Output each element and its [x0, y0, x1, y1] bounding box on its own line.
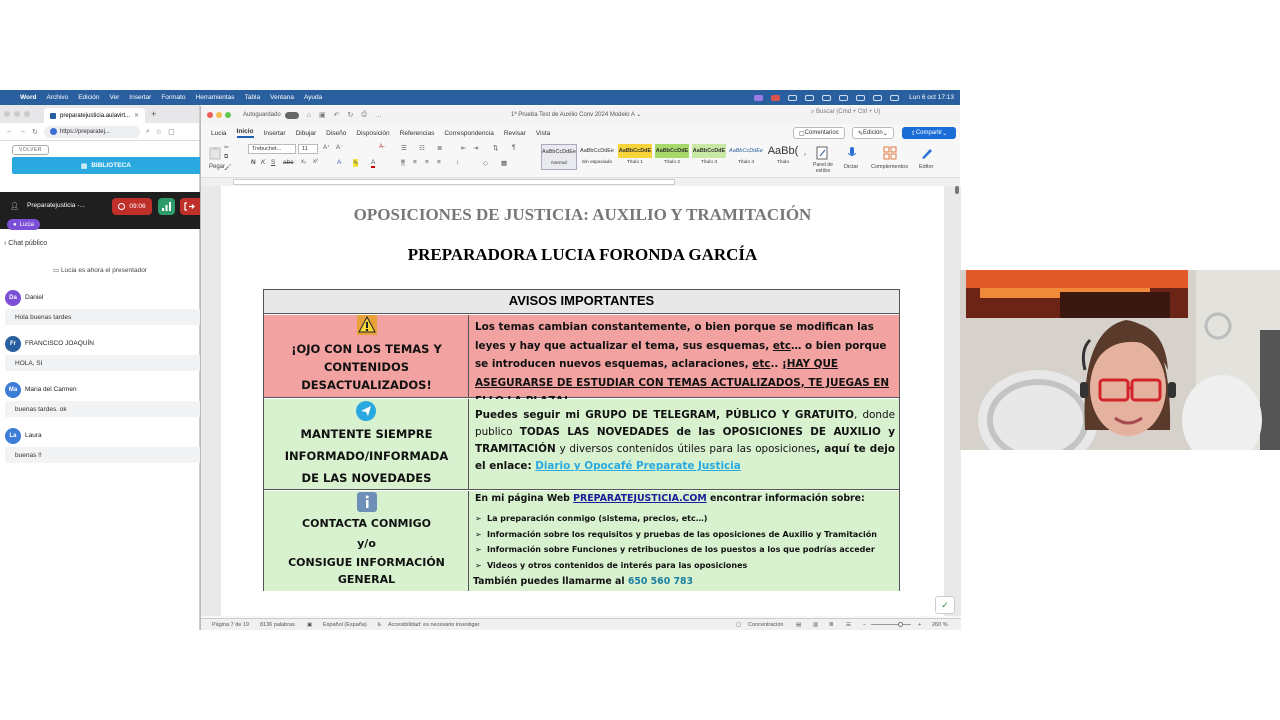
comments-button-label: Comentarios	[804, 130, 839, 136]
status-bar	[201, 618, 961, 630]
strikethrough-icon[interactable]: abc	[283, 159, 294, 166]
style-label: Título 3	[701, 160, 717, 165]
website-intro-part: encontrar información sobre:	[706, 493, 865, 504]
phone-line	[473, 576, 893, 587]
minimize-window-icon[interactable]	[216, 112, 222, 118]
battery-icon[interactable]	[839, 95, 848, 101]
warning-text-part: etc	[752, 358, 771, 370]
save-icon[interactable]: ▣	[318, 112, 326, 119]
table-cell-right	[469, 399, 899, 489]
table-cell-right	[469, 491, 899, 591]
contact-title-line: y/o	[357, 537, 376, 550]
menu-ayuda[interactable]: Ayuda	[303, 94, 323, 101]
style-preview: AaBbCcDdEe	[580, 148, 614, 154]
tab-vista[interactable]: Vista	[535, 129, 551, 137]
telegram-text-part: , aquí te dejo el enlace:	[475, 443, 895, 472]
style-preview: AaBbCcDdEe	[729, 148, 763, 154]
contact-title-line: CONSIGUE INFORMACIÓN	[288, 556, 445, 569]
list-item	[475, 545, 895, 554]
search-icon[interactable]	[873, 95, 882, 101]
multilevel-list-icon[interactable]: ≣	[437, 145, 443, 152]
bookmark-star-icon[interactable]: ☆	[155, 128, 163, 136]
book-icon: ▤	[81, 162, 88, 170]
wifi-icon[interactable]	[856, 95, 865, 101]
chat-message-text: buenas !!	[5, 447, 200, 463]
ruler-bar	[233, 179, 675, 185]
style-label: Título	[777, 160, 789, 165]
bullets-icon[interactable]: ☰	[401, 145, 407, 152]
table-row	[264, 315, 899, 398]
telegram-text-part: TODAS LAS NOVEDADES de las OPOSICIONES DE AUXILIO y TRAMITACIÓN	[475, 426, 895, 455]
editor-icon[interactable]	[920, 146, 934, 160]
telegram-text-part: y diversos contenidos útiles para las oposiciones	[555, 443, 817, 455]
telegram-text-part: Puedes seguir mi	[475, 409, 586, 421]
document-title[interactable]	[511, 111, 641, 118]
library-button[interactable]	[12, 157, 200, 174]
chat-message-text: Hola buenas tardes	[5, 309, 200, 325]
shading-icon[interactable]: ◇	[483, 160, 488, 167]
newsletter-title-line: DE LAS NOVEDADES	[301, 471, 432, 485]
style-heading-3[interactable]	[691, 144, 727, 170]
subscript-icon[interactable]: x₂	[301, 159, 307, 165]
proofing-icon[interactable]: ▣	[307, 622, 313, 628]
menu-ventana[interactable]: Ventana	[270, 94, 294, 101]
warning-text-emphasis: ¡HAY QUE ASEGURARSE DE ESTUDIAR CON TEMAS ACTUALIZADOS, TE JUEGAS EN	[475, 358, 890, 389]
italic-icon[interactable]: K	[261, 159, 266, 166]
menu-clock[interactable]: Lun 6 oct 17:13	[909, 94, 954, 101]
style-heading-2[interactable]	[654, 144, 690, 170]
meeting-bar	[0, 192, 200, 229]
justify-icon[interactable]: ≡	[437, 159, 441, 166]
tab-dibujar[interactable]: Dibujar	[295, 129, 317, 137]
menu-formato[interactable]: Formato	[161, 94, 186, 101]
ribbon-toolbar	[201, 142, 960, 178]
comments-button[interactable]	[793, 127, 845, 139]
copy-icon[interactable]: ⧉	[224, 154, 229, 160]
zoom-slider[interactable]	[871, 624, 911, 625]
forward-arrow-icon[interactable]: →	[19, 128, 26, 135]
exit-icon	[180, 198, 200, 215]
numbering-icon[interactable]: ☷	[419, 145, 425, 152]
telegram-text	[475, 407, 895, 475]
style-label: Normal	[551, 161, 567, 166]
focus-icon[interactable]: ▢	[736, 622, 742, 628]
highlight-icon[interactable]: ✎	[353, 160, 359, 167]
avatar: Ma	[5, 382, 21, 398]
connection-status-button[interactable]	[158, 198, 175, 215]
warning-text-part: … o bien porque se introducen nuevos esquemas, aclaraciones,	[475, 339, 887, 370]
accessibility-icon[interactable]: ♿︎	[377, 622, 382, 628]
warning-text-part: Los temas cambian constantemente, o bien porque se modifican las leyes y hay que actualizar el tema, sus esquemas,	[475, 321, 874, 352]
notices-table-title: AVISOS IMPORTANTES	[264, 290, 899, 314]
document-subheading: PREPARADORA LUCIA FORONDA GARCÍA	[407, 245, 758, 264]
arrow-bullet-icon: ➢	[475, 545, 482, 554]
accessibility-status[interactable]: Accesibilidad: es necesario investigar	[388, 622, 480, 628]
editing-mode-label: Edición	[863, 130, 883, 136]
document-title-text: 1ª Prueba Test de Auxilio Conv 2024 Modelo A	[511, 112, 635, 118]
presenter-notice	[0, 266, 200, 274]
chat-message-author: FRANCISCO JOAQUÍN	[25, 340, 94, 347]
avatar: Fr	[5, 336, 21, 352]
webcam-video	[960, 270, 1280, 450]
arrow-bullet-icon: ➢	[475, 561, 482, 570]
font-size-select[interactable]	[298, 144, 318, 154]
style-preview: AaBbCcDdE	[618, 144, 652, 158]
style-preview: AaBbCcDdE	[655, 144, 689, 158]
table-row	[264, 491, 899, 591]
warning-title-line: DESACTUALIZADOS!	[301, 378, 432, 392]
avatar: La	[5, 428, 21, 444]
print-layout-icon[interactable]: ▤	[796, 622, 802, 628]
comment-icon: ▢	[799, 130, 805, 137]
styles-pane-icon[interactable]	[815, 146, 829, 160]
tab-close-icon[interactable]: ✕	[134, 113, 140, 119]
chat-message-text: buenas tardes. ok	[5, 401, 200, 417]
menu-ver[interactable]: Ver	[109, 94, 120, 101]
reload-icon[interactable]: ↻	[32, 128, 38, 136]
list-item-text: Información sobre los requisitos y pruebas de las oposiciones de Auxilio y Tramitación	[487, 530, 877, 539]
contact-title-line: CONTACTA CONMIGO	[302, 517, 431, 530]
microphone-icon[interactable]	[845, 146, 859, 160]
web-layout-icon[interactable]: ▥	[813, 622, 819, 628]
ribbon-tabs	[201, 124, 960, 142]
menu-archivo[interactable]: Archivo	[46, 94, 69, 101]
align-left-icon[interactable]: ≡	[401, 159, 405, 166]
font-family-value: Trebuchet...	[252, 146, 282, 152]
warning-title-line: CONTENIDOS	[323, 360, 410, 374]
play-icon[interactable]	[805, 95, 814, 101]
style-label: Título 2	[664, 160, 680, 165]
presenter-pill-label: Lucia	[19, 221, 34, 228]
home-icon[interactable]: ⌂	[306, 111, 311, 119]
screen-share-icon[interactable]	[754, 95, 763, 101]
share-button[interactable]	[902, 127, 956, 139]
tab-referencias[interactable]: Referencias	[399, 129, 435, 137]
telegram-text-part: GRUPO DE TELEGRAM, PÚBLICO Y GRATUITO	[585, 409, 854, 421]
phone-line-text: También puedes llamarme al	[473, 576, 628, 587]
meeting-title: Preparatejusticia -...	[27, 202, 85, 209]
borders-icon[interactable]: ▦	[501, 160, 508, 167]
share-icon: ⇪	[910, 130, 916, 137]
table-cell-left	[264, 491, 469, 591]
signal-bars-icon	[158, 198, 175, 215]
warning-text-part: ..	[770, 358, 782, 370]
browser-toolbar	[0, 123, 199, 141]
back-button[interactable]: VOLVER	[12, 145, 49, 155]
close-window-icon[interactable]	[4, 111, 10, 117]
sort-icon[interactable]: ⇅	[493, 145, 499, 152]
search-icon: ⌕	[811, 109, 817, 115]
zoom-lens-icon[interactable]: ⌕	[145, 127, 150, 135]
zoom-level[interactable]: 260 %	[932, 622, 948, 628]
site-favicon-icon	[50, 113, 56, 119]
style-heading-4[interactable]	[728, 144, 764, 170]
recording-timer: 09:06	[129, 203, 146, 210]
tab-disposicion[interactable]: Disposición	[356, 129, 390, 137]
zoom-window-icon[interactable]	[225, 112, 231, 118]
cut-icon[interactable]: ✂	[224, 145, 230, 151]
extensions-icon[interactable]: ▢	[168, 128, 175, 136]
mac-menu-bar	[0, 90, 960, 105]
record-icon	[118, 203, 125, 210]
paste-label[interactable]: Pegar	[209, 164, 226, 170]
presenter-icon: ●	[13, 221, 17, 228]
table-row	[264, 399, 899, 490]
style-preview: AaBbCcDdE	[692, 144, 726, 158]
superscript-icon[interactable]: x²	[313, 159, 318, 165]
chat-message-text: HOLA, SI	[5, 355, 200, 371]
style-heading-1[interactable]	[617, 144, 653, 170]
menu-edicion[interactable]: Edición	[78, 94, 100, 101]
telegram-link[interactable]: Diario y Opocafé Preparate Justicia	[535, 460, 741, 472]
tab-inicio[interactable]: Inicio	[237, 128, 254, 138]
website-intro	[475, 493, 895, 504]
grow-font-icon[interactable]: A⁺	[323, 145, 331, 151]
menu-herramientas[interactable]: Herramientas	[195, 94, 235, 101]
new-tab-icon[interactable]: +	[151, 109, 157, 119]
font-color-icon[interactable]: A	[371, 159, 376, 166]
word-title-bar	[201, 106, 960, 124]
arrow-bullet-icon: ➢	[475, 514, 482, 523]
website-link[interactable]: PREPARATEJUSTICIA.COM	[573, 493, 707, 504]
editor-label[interactable]: Editor	[919, 164, 934, 170]
library-button-label: BIBLIOTECA	[91, 162, 131, 169]
list-item	[475, 530, 895, 539]
format-painter-icon[interactable]: 🖌︎	[224, 165, 232, 171]
table-cell-right	[469, 315, 899, 397]
menu-tabla[interactable]: Tabla	[244, 94, 261, 101]
document-page[interactable]	[221, 186, 944, 616]
close-window-icon[interactable]	[207, 112, 213, 118]
address-bar[interactable]	[44, 126, 140, 138]
underline-icon[interactable]: S	[271, 159, 276, 166]
language-indicator[interactable]: Español (España)	[323, 622, 367, 628]
font-size-value: 11	[302, 146, 308, 152]
word-count[interactable]: 8136 palabras	[260, 622, 295, 628]
add-ins-label[interactable]: Complementos	[871, 164, 908, 170]
presenter-notice-text: Lucia es ahora el presentador	[60, 267, 147, 274]
tab-correspondencia[interactable]: Correspondencia	[444, 129, 494, 137]
leave-session-button[interactable]	[180, 198, 200, 215]
website-intro-part: En mi página Web	[475, 493, 574, 504]
contact-title-line: GENERAL	[337, 573, 396, 586]
address-bar-url: https://preparatej...	[59, 128, 110, 135]
bold-icon[interactable]: N	[251, 159, 256, 166]
zoom-window-icon[interactable]	[24, 111, 30, 117]
chevron-left-icon[interactable]: ‹	[4, 240, 9, 247]
warning-text-part: etc	[772, 339, 791, 352]
recording-timer-button[interactable]	[112, 198, 152, 215]
autosave-toggle[interactable]	[285, 112, 299, 119]
style-title[interactable]	[765, 144, 801, 170]
outline-view-icon[interactable]: ≣	[829, 622, 834, 628]
clear-format-icon[interactable]: A̶	[379, 144, 384, 150]
list-item	[475, 561, 895, 570]
document-heading: OPOSICIONES DE JUSTICIA: AUXILIO Y TRAMITACIÓN	[353, 205, 812, 224]
list-item-text: La preparación conmigo (sistema, precios, etc…)	[487, 514, 708, 523]
list-item-text: Videos y otros contenidos de interés para las oposiciones	[487, 561, 748, 570]
warning-icon	[357, 315, 377, 335]
style-normal[interactable]	[541, 144, 577, 170]
chevron-down-icon: ⌄	[636, 112, 642, 118]
shrink-font-icon[interactable]: A⁻	[336, 145, 344, 151]
telegram-icon	[356, 401, 376, 421]
notices-table	[263, 289, 900, 591]
zoom-in-icon[interactable]: +	[918, 622, 922, 628]
menu-app-name[interactable]: Word	[20, 94, 37, 101]
minimize-window-icon[interactable]	[14, 111, 20, 117]
arrow-bullet-icon: ➢	[475, 530, 482, 539]
user-icon: 👤︎	[10, 203, 19, 210]
table-cell-left	[264, 399, 469, 489]
document-canvas[interactable]	[201, 186, 961, 616]
add-ins-icon[interactable]	[883, 146, 897, 160]
chat-message-author: Daniel	[25, 294, 44, 301]
style-preview: AaBb(	[767, 145, 799, 157]
editing-mode-button[interactable]	[852, 127, 894, 139]
vertical-scrollbar[interactable]	[955, 186, 959, 194]
draft-view-icon[interactable]: ☰	[846, 622, 851, 628]
phone-number[interactable]: 650 560 783	[627, 576, 694, 587]
monitor-icon: ▭	[53, 267, 61, 274]
styles-more-icon[interactable]: ›	[804, 152, 806, 158]
line-spacing-icon[interactable]: ↕	[456, 159, 460, 166]
style-no-spacing[interactable]	[579, 144, 615, 170]
search-field[interactable]	[811, 109, 941, 120]
menu-insertar[interactable]: Insertar	[129, 94, 152, 101]
recording-icon[interactable]	[771, 95, 780, 101]
style-preview: AaBbCcDdEe	[542, 149, 576, 155]
chat-header-title: Chat público	[8, 240, 48, 247]
presenter-pill	[7, 219, 40, 230]
chat-message-author: Laura	[25, 432, 42, 439]
search-placeholder: Buscar (Cmd + Ctrl + U)	[816, 109, 881, 115]
print-icon[interactable]: ⎙	[361, 111, 367, 118]
more-icon[interactable]: …	[374, 111, 382, 119]
site-info-icon[interactable]	[50, 128, 57, 135]
browser-tab[interactable]	[44, 108, 145, 123]
pencil-icon: ✎	[858, 130, 864, 137]
share-button-label: Compartir	[915, 130, 943, 136]
back-arrow-icon[interactable]: ←	[6, 128, 13, 135]
cloud-icon[interactable]	[788, 95, 797, 101]
align-right-icon[interactable]: ≡	[425, 159, 429, 166]
style-label: Sin espaciado	[581, 160, 613, 165]
chat-message-author: Maria del Carmen	[25, 386, 77, 393]
decrease-indent-icon[interactable]: ⇤	[461, 145, 467, 152]
style-label: Título 1	[627, 160, 643, 165]
list-item-text: Información sobre Funciones y retribuciones de los puestos a los que podrías acceder	[487, 545, 875, 554]
avatar: Da	[5, 290, 21, 306]
tab-diseno[interactable]: Diseño	[326, 129, 347, 137]
newsletter-title-line: INFORMADO/INFORMADA	[284, 449, 449, 463]
undo-icon[interactable]: ↶	[333, 112, 340, 119]
clipboard-icon[interactable]	[208, 146, 222, 160]
tab-revisar[interactable]: Revisar	[503, 129, 526, 137]
autosave-label: Autoguardado	[243, 112, 281, 118]
chat-header[interactable]	[4, 240, 47, 247]
ruler[interactable]	[201, 178, 960, 186]
table-cell-left	[264, 315, 469, 397]
browser-tab-strip	[0, 105, 199, 123]
focus-mode[interactable]: Concentración	[748, 622, 784, 628]
page-count[interactable]: Página 7 de 19	[212, 622, 250, 628]
word-window	[200, 106, 960, 630]
chevron-down-icon: ⌄	[942, 130, 948, 137]
warning-text	[475, 318, 895, 411]
tab-lucia[interactable]: Lucia	[211, 129, 227, 137]
chevron-down-icon: ⌄	[882, 130, 888, 137]
telegram-text-part: , donde publico	[475, 409, 895, 438]
increase-indent-icon[interactable]: ⇥	[473, 145, 479, 152]
redo-icon[interactable]: ↻	[347, 112, 354, 119]
checkmark-icon[interactable]: ✓	[935, 596, 955, 614]
style-label: Título 4	[738, 160, 754, 165]
warning-title-line: ¡OJO CON LOS TEMAS Y	[291, 342, 442, 356]
styles-pane-label[interactable]: Panel de estilos	[813, 162, 833, 174]
newsletter-title-line: MANTENTE SIEMPRE	[300, 427, 433, 441]
zoom-out-icon[interactable]: −	[863, 622, 867, 628]
align-center-icon[interactable]: ≡	[413, 159, 417, 166]
display-icon[interactable]	[822, 95, 831, 101]
webcam-person-image	[960, 270, 1280, 450]
browser-window	[0, 105, 200, 630]
browser-tab-title: preparatejusticia.aulavirt...	[60, 112, 131, 119]
list-item	[475, 514, 895, 523]
dictate-label[interactable]: Dictar	[844, 164, 859, 170]
control-center-icon[interactable]	[890, 95, 899, 101]
font-family-select[interactable]	[248, 144, 296, 154]
tab-insertar[interactable]: Insertar	[263, 129, 286, 137]
info-icon	[357, 492, 377, 512]
show-formatting-icon[interactable]: ¶	[512, 144, 516, 151]
text-effects-icon[interactable]: A	[337, 159, 342, 166]
zoom-slider-thumb[interactable]	[898, 622, 903, 627]
